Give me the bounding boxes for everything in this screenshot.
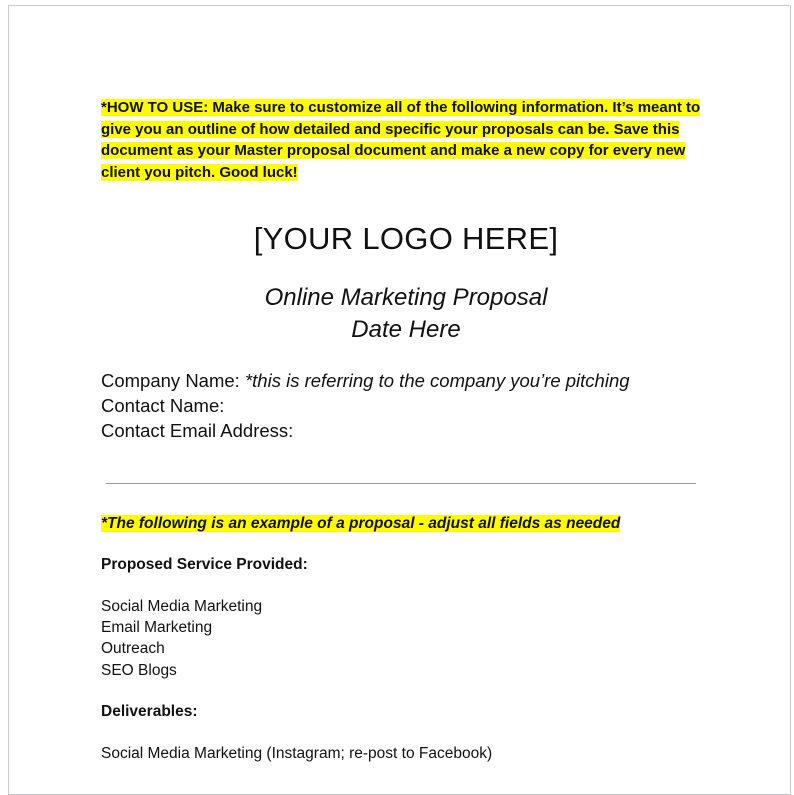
proposal-title-block [101,282,711,346]
deliverables-heading: Deliverables: [101,702,198,720]
proposal-title: Online Marketing Proposal [264,284,548,311]
services-heading: Proposed Service Provided: [101,556,308,573]
example-note-highlight: *The following is an example of a proposal - adjust all fields as needed [101,515,621,532]
contact-fields [101,368,711,443]
logo-placeholder: [YOUR LOGO HERE] [253,221,559,256]
document-page [8,5,791,795]
proposal-date: Date Here [351,316,461,343]
service-item: Social Media Marketing [101,598,263,615]
contact-email-label: Contact Email Address: [101,420,294,441]
example-note [101,514,711,534]
how-to-use-highlight: *HOW TO USE: Make sure to customize all of the following information. It’s meant to give you an outline of how detailed and specific your proposals can be. Save this document as your Master proposal document and make a new copy for every new client you pitch. Good luck! [101,99,701,181]
company-name-line [101,368,711,393]
service-item: Email Marketing [101,619,213,637]
how-to-use-note [101,97,707,183]
company-name-note: *this is referring to the company you’re pitching [244,370,630,391]
contact-name-label: Contact Name: [101,395,225,416]
deliverables-list [101,743,711,764]
document-content [101,97,711,764]
company-name-label: Company Name: [101,370,245,391]
horizontal-divider [106,483,696,484]
service-item: SEO Blogs [101,661,177,679]
service-item: Outreach [101,640,165,658]
services-list [101,596,711,681]
deliverable-item: Social Media Marketing (Instagram; re-post to Facebook) [101,744,493,762]
